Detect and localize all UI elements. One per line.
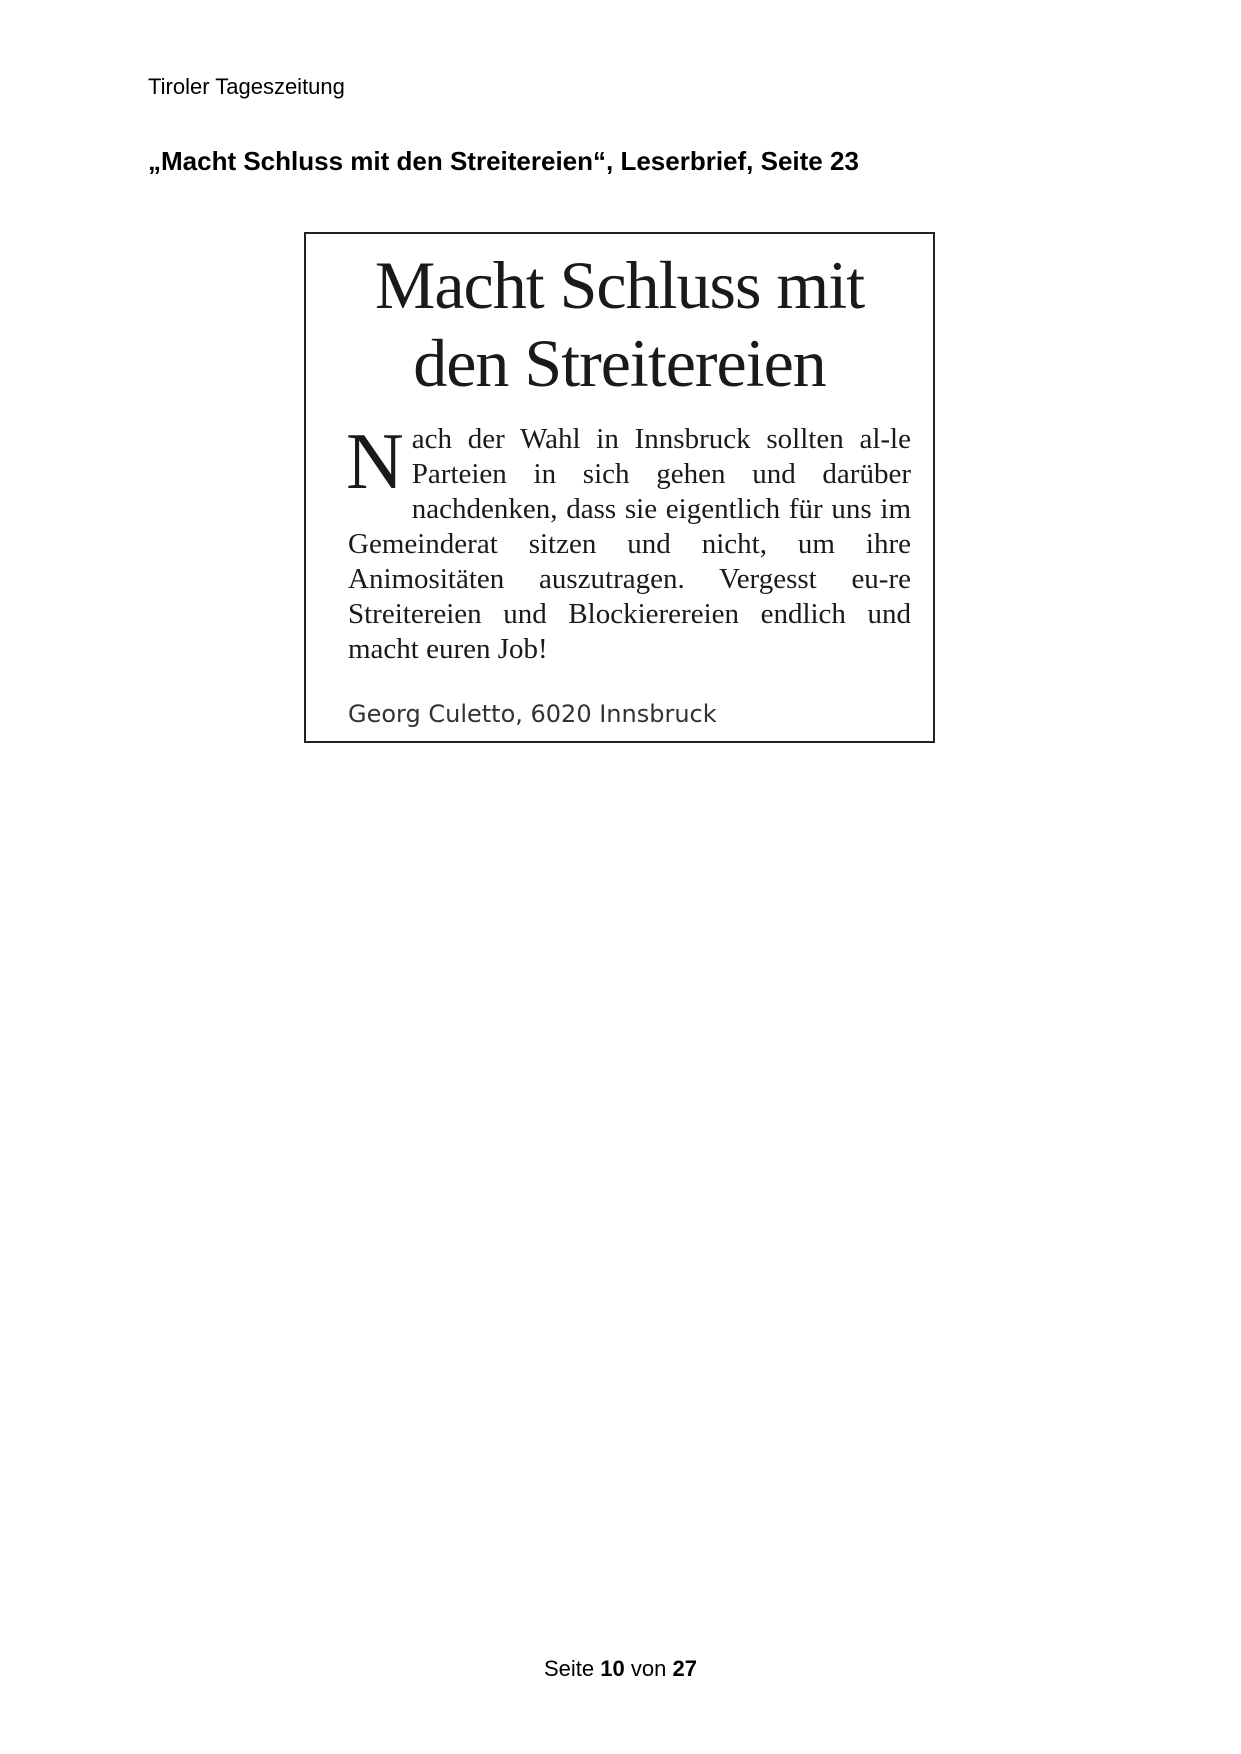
- newspaper-clipping: [304, 232, 935, 743]
- article-reference-heading: „Macht Schluss mit den Streitereien“, Leserbrief, Seite 23: [148, 146, 859, 176]
- publication-name: Tiroler Tageszeitung: [148, 74, 345, 99]
- clipping-author: Georg Culetto, 6020 Innsbruck: [348, 700, 717, 728]
- dropcap-letter: N: [346, 418, 404, 506]
- footer-prefix: Seite: [544, 1656, 595, 1681]
- footer-separator: von: [630, 1656, 667, 1681]
- footer-total-pages: 27: [672, 1656, 697, 1681]
- clipping-headline-line-1: Macht Schluss mit: [374, 247, 865, 323]
- clipping-headline: [306, 246, 933, 402]
- clipping-headline-line-2: den Streitereien: [413, 325, 826, 401]
- clipping-body-text: ach der Wahl in Innsbruck sollten al-le Parteien in sich gehen und darüber nachdenken, dass sie eigentlich für uns im Gemeinderat sitzen und nicht, um ihre Animositäten auszutragen. Vergesst eu-re Streitereien und Blockierereien endlich und macht euren Job!: [348, 423, 911, 665]
- clipping-body: [346, 418, 911, 667]
- footer-current-page: 10: [600, 1656, 625, 1681]
- page-number-footer: [0, 1656, 1241, 1682]
